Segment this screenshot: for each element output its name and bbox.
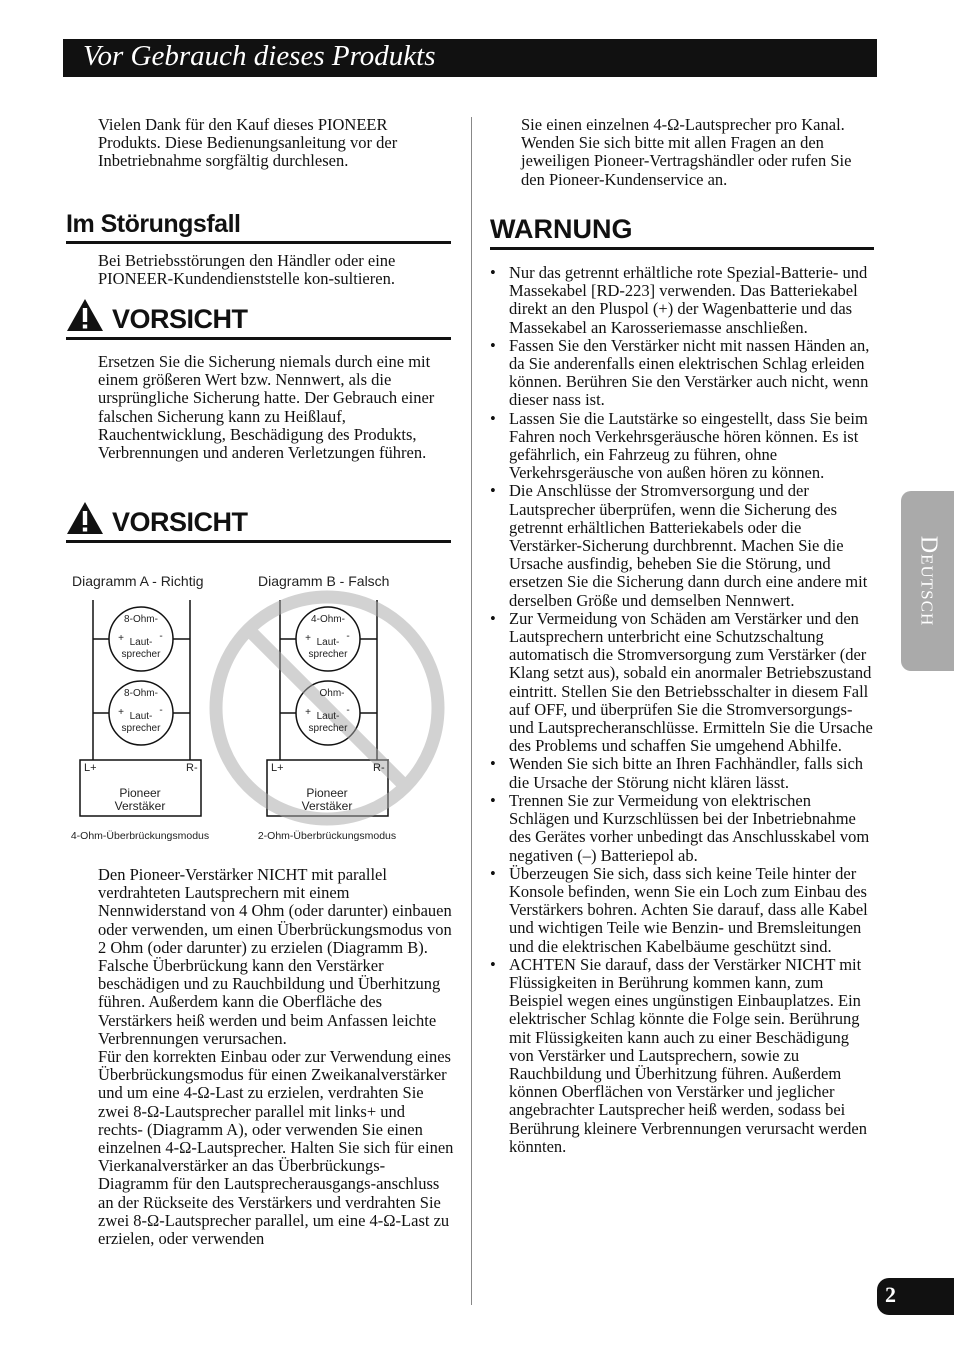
caution-heading-1 xyxy=(66,298,451,340)
section-troubleshoot-text xyxy=(98,252,454,288)
warning-heading: WARNUNG xyxy=(490,214,874,250)
language-tab xyxy=(901,491,954,671)
page-title: Vor Gebrauch dieses Produkts xyxy=(83,40,436,72)
page-number-tab xyxy=(877,1278,954,1315)
speaker-label: sprecher xyxy=(121,649,161,660)
warning-list xyxy=(490,264,875,1156)
minus-sign: - xyxy=(346,705,350,716)
speaker-label: Laut- xyxy=(316,637,340,648)
caution-text-2 xyxy=(98,866,454,1248)
terminal-r-minus: R- xyxy=(186,762,198,774)
section-heading-troubleshoot: Im Störungsfall xyxy=(66,210,451,244)
title-bar xyxy=(63,39,877,77)
speaker-label: Laut- xyxy=(316,711,340,722)
diagram-b-speaker-2-ohm: Ohm- xyxy=(319,688,345,699)
list-item: • Die Anschlüsse der Stromversorgung und der Lautsprecher überprüfen, wenn die Sicherung des getrennt erhältlichen Batteriekabels oder die Verstärker-Sicherung durchbrennt. Machen Sie die Ursache ausfindig, beheben Sie die Störung, und ersetzen Sie die Sicherung dann durch eine andere mit derselben Größe und demselben Nennwert. xyxy=(490,482,875,609)
caution-heading-text-2: VORSICHT xyxy=(112,507,248,537)
list-item: • Nur das getrennt erhältliche rote Spezial-Batterie- und Massekabel [RD-223] verwenden. Das Batteriekabel direkt an den Pluspol (+) der Wagenbatterie und das Massekabel an Karosseriemasse anschließen. xyxy=(490,264,875,337)
contact-paragraph: Wenden Sie sich bitte mit allen Fragen an den jeweiligen Pioneer-Vertragshändler oder rufen Sie den Pioneer-Kundenservice an. xyxy=(521,133,852,189)
caution-paragraph-1: Ersetzen Sie die Sicherung niemals durch eine mit einem größeren Wert bzw. Nennwert, als die ursprüngliche Sicherung hatte. Der Gebrauch einer falschen Sicherung kann zu Heißlauf, Rauchentwicklung, Beschädigung des Produkts, Verbrennungen und anderen Verletzungen führen. xyxy=(98,352,435,463)
continued-paragraph: Sie einen einzelnen 4-Ω-Lautsprecher pro Kanal. xyxy=(521,115,845,134)
amplifier-label: Verstäker xyxy=(301,799,353,813)
minus-sign: - xyxy=(346,631,350,642)
list-item: • ACHTEN Sie darauf, dass der Verstärker NICHT mit Flüssigkeiten in Berührung kommen kann, zum Beispiel wegen eines ungünstigen Einbauplatzes. Ein elektrischer Schlag könnte die Folge sein. Berührung mit Flüssigkeiten kann auch zu einer Beschädigung von Verstärker und Lautsprechern, sowie zu Rauchbildung und Überhitzung führen. Außerdem können Oberflächen von Verstärker und jeglicher angebrachter Lautsprecher heiß werden, sodass bei Berührung kleinere Verbrennungen verursacht werden könnten. xyxy=(490,956,875,1156)
list-item: • Zur Vermeidung von Schäden am Verstärker und den Lautsprechern unterbricht eine Schutzschaltung automatisch die Stromversorgung zum Verstärker (der Klang setzt aus), sobald ein anormaler Betriebszustand eintritt. Stellen Sie den Betriebsschalter in diesem Fall auf OFF, und überprüfen Sie die Stromversorgungs- und Lautsprecheranschlüsse. Ermitteln Sie die Ursache des Problems und schaffen Sie umgehend Abhilfe. xyxy=(490,610,875,756)
plus-sign: + xyxy=(118,633,124,644)
intro-text xyxy=(98,116,454,171)
speaker-label: Laut- xyxy=(129,637,153,648)
right-top-text xyxy=(521,116,873,189)
caution-heading-text-1: VORSICHT xyxy=(112,304,248,334)
diagram-b-title: Diagramm B - Falsch xyxy=(258,573,390,589)
warning-triangle-icon xyxy=(66,501,104,535)
amplifier-label: Pioneer xyxy=(119,786,161,800)
speaker-label: sprecher xyxy=(121,723,161,734)
list-item: • Lassen Sie die Lautstärke so eingestellt, dass Sie beim Fahren noch Verkehrsgeräusche hören können. Es ist gefährlich, ein Fahrzeug zu führen, ohne Verkehrsgeräusche von außen hören zu können. xyxy=(490,410,875,483)
speaker-label: Laut- xyxy=(129,711,153,722)
speaker-label: sprecher xyxy=(308,649,348,660)
column-divider xyxy=(471,117,472,1305)
language-tab-label: Deutsch xyxy=(915,535,941,627)
speaker-label: sprecher xyxy=(308,723,348,734)
troubleshoot-paragraph: Bei Betriebsstörungen den Händler oder eine PIONEER-Kundendienststelle kon-sultieren. xyxy=(98,251,396,289)
diagram-b-speaker-1-ohm: 4-Ohm- xyxy=(311,614,345,625)
intro-paragraph: Vielen Dank für den Kauf dieses PIONEER Produkts. Diese Bedienungsanleitung vor der Inbetriebnahme sorgfältig durchlesen. xyxy=(98,115,398,171)
diagram-a-speaker-2-ohm: 8-Ohm- xyxy=(124,688,158,699)
caution-text-1 xyxy=(98,353,454,462)
list-item: • Fassen Sie den Verstärker nicht mit nassen Händen an, da Sie anderenfalls einen elektrischen Schlag erleiden können. Berühren Sie den Verstärker auch nicht, wenn dieser nass ist. xyxy=(490,337,875,410)
diagram-a-speaker-1-ohm: 8-Ohm- xyxy=(124,614,158,625)
amplifier-label: Pioneer xyxy=(306,786,348,800)
warning-triangle-icon xyxy=(66,298,104,332)
list-item: • Wenden Sie sich bitte an Ihren Fachhändler, falls sich die Ursache der Störung nicht klären lässt. xyxy=(490,755,875,791)
minus-sign: - xyxy=(159,705,163,716)
caution-heading-2 xyxy=(66,501,451,543)
diagram-b-mode: 2-Ohm-Überbrückungsmodus xyxy=(257,830,397,842)
diagram-a-mode: 4-Ohm-Überbrückungsmodus xyxy=(70,830,210,842)
plus-sign: + xyxy=(118,707,124,718)
terminal-r-minus: R- xyxy=(373,762,385,774)
terminal-l-plus: L+ xyxy=(271,762,284,774)
caution-paragraph: Den Pioneer-Verstärker NICHT mit parallel verdrahteten Lautsprechern mit einem Nennwiderstand von 4 Ohm (oder darunter) einbauen oder verwenden, um einen Überbrückungsmodus von 2 Ohm (oder darunter) zu erzielen (Diagramm B). xyxy=(98,865,452,957)
amplifier-label: Verstäker xyxy=(114,799,166,813)
terminal-l-plus: L+ xyxy=(84,762,97,774)
list-item: • Trennen Sie zur Vermeidung von elektrischen Schlägen und Kurzschlüssen bei der Inbetriebnahme des Gerätes vorher unbedingt das Anschlusskabel vom negativen (–) Batteriepol ab. xyxy=(490,792,875,865)
list-item: • Überzeugen Sie sich, dass sich keine Teile hinter der Konsole befinden, wenn Sie ein Loch zum Einbau des Verstärkers bohren. Achten Sie darauf, dass alle Kabel und wichtigen Teile wie Benzin- und Bremsleitungen und die elektrischen Kabelbäume geschützt sind. xyxy=(490,865,875,956)
caution-paragraph: Für den korrekten Einbau oder zur Verwendung eines Überbrückungsmodus für einen Zweikanalverstärker und um eine 4-Ω-Last zu erzielen, verdrahten Sie zwei 8-Ω-Lautsprecher parallel mit links+ und rechts- (Diagramm A), oder verwenden Sie einen einzelnen 4-Ω-Lautsprecher. Halten Sie sich für einen Vierkanalverstärker an das Überbrückungs-Diagramm für den Lautsprecherausgangs-anschluss an der Rückseite des Verstärkers und verdrahten Sie zwei 8-Ω-Lautsprecher parallel, um eine 4-Ω-Last zu erzielen, oder verwenden xyxy=(98,1047,454,1249)
diagram-a-title: Diagramm A - Richtig xyxy=(72,573,204,589)
caution-paragraph: Falsche Überbrückung kann den Verstärker beschädigen und zu Rauchbildung und Überhitzung führen. Außerdem kann die Oberfläche des Verstärkers heiß werden und beim Anfassen leichte Verbrennungen verursachen. xyxy=(98,956,441,1048)
minus-sign: - xyxy=(159,631,163,642)
wiring-diagram xyxy=(62,560,456,850)
plus-sign: + xyxy=(305,633,311,644)
page-number: 2 xyxy=(885,1282,896,1307)
plus-sign: + xyxy=(305,707,311,718)
